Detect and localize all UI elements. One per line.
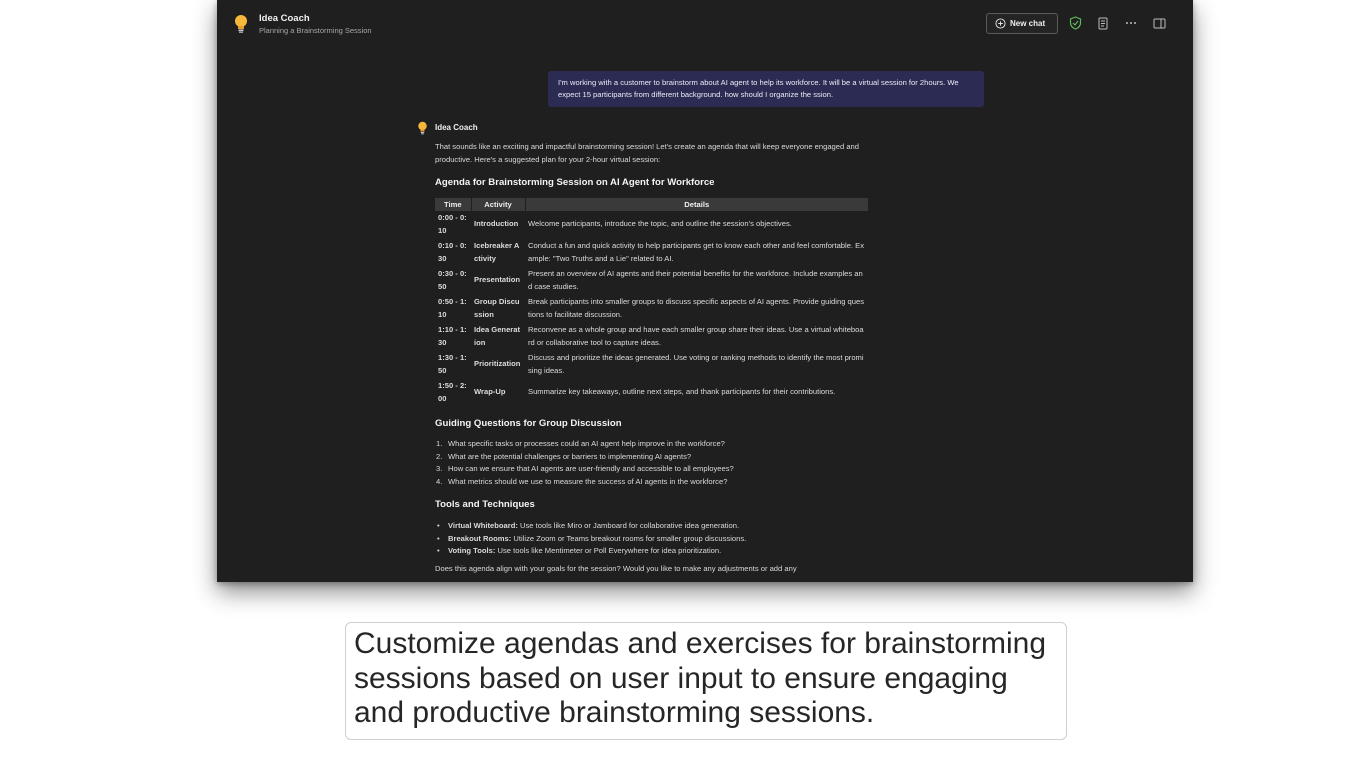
chat-plus-icon (995, 18, 1006, 29)
details-cell: Welcome participants, introduce the topic, and outline the session's objectives. (528, 219, 792, 229)
tool-label: Virtual Whiteboard: (448, 521, 518, 530)
lightbulb-icon (233, 14, 249, 34)
details-cell: Summarize key takeaways, outline next steps, and thank participants for their contributions. (528, 387, 836, 397)
list-number: 3. (436, 464, 443, 473)
list-item (435, 533, 875, 546)
agenda-table (435, 198, 869, 407)
time-cell: 0:00 - 0:10 (438, 213, 467, 235)
activity-cell: Introduction (474, 219, 519, 229)
details-cell: Discuss and prioritize the ideas generated. Use voting or ranking methods to identify the most promising ideas. (528, 353, 864, 375)
list-item (435, 545, 875, 558)
bot-response (435, 141, 875, 575)
activity-cell: Group Discussion (474, 297, 520, 319)
column-header-time: Time (435, 198, 471, 211)
table-row (435, 323, 869, 351)
more-options-button[interactable] (1123, 15, 1139, 31)
activity-cell: Icebreaker Activity (474, 241, 520, 263)
shield-check-icon (1069, 16, 1082, 30)
list-item (435, 451, 875, 464)
new-chat-label: New chat (1010, 19, 1046, 28)
question-text: What are the potential challenges or barriers to implementing AI agents? (448, 451, 692, 461)
lightbulb-icon (417, 121, 428, 135)
list-item (435, 463, 875, 476)
questions-heading: Guiding Questions for Group Discussion (435, 418, 622, 429)
bot-intro: That sounds like an exciting and impactful brainstorming session! Let's create an agenda that will keep everyone engaged and productive. Here's a suggested plan for your 2-hour virtual session: (435, 142, 860, 164)
table-row (435, 351, 869, 379)
table-header-row (435, 198, 869, 211)
questions-list (435, 438, 875, 488)
tools-list (435, 520, 875, 558)
activity-cell: Wrap-Up (474, 387, 506, 397)
details-cell: Conduct a fun and quick activity to help participants get to know each other and feel comfortable. Example: "Two Truths and a Lie" related to AI. (528, 241, 865, 263)
tool-text: Use tools like Mentimeter or Poll Everywhere for idea prioritization. (497, 546, 722, 555)
details-cell: Present an overview of AI agents and their potential benefits for the workforce. Include examples and case studies. (528, 269, 863, 291)
tool-text: Use tools like Miro or Jamboard for collaborative idea generation. (520, 521, 740, 530)
list-item (435, 520, 875, 533)
tool-label: Breakout Rooms: (448, 533, 512, 543)
list-number: 4. (436, 476, 443, 486)
table-row (435, 267, 869, 295)
activity-cell: Prioritization (474, 359, 521, 369)
bot-name: Idea Coach (435, 123, 478, 132)
side-panel-button[interactable] (1151, 15, 1167, 31)
tools-heading: Tools and Techniques (435, 499, 535, 510)
table-row (435, 379, 869, 407)
list-item (435, 438, 875, 451)
caption-box: Customize agendas and exercises for brainstorming sessions based on user input to ensure engaging and productive brainstorming sessions. (345, 622, 1067, 740)
closing-text: Does this agenda align with your goals for the session? Would you like to make any adjustments or add any (435, 563, 797, 573)
question-text: What specific tasks or processes could an AI agent help improve in the workforce? (448, 439, 725, 448)
time-cell: 0:50 - 1:10 (438, 297, 467, 319)
time-cell: 1:50 - 2:00 (438, 381, 467, 403)
table-row (435, 295, 869, 323)
time-cell: 1:10 - 1:30 (438, 325, 467, 347)
notes-button[interactable] (1095, 15, 1111, 31)
column-header-details: Details (525, 198, 869, 211)
question-text: How can we ensure that AI agents are user-friendly and accessible to all employees? (448, 464, 734, 473)
shield-button[interactable] (1067, 15, 1083, 31)
agenda-heading: Agenda for Brainstorming Session on AI Agent for Workforce (435, 177, 715, 188)
notes-icon (1097, 17, 1109, 30)
time-cell: 0:10 - 0:30 (438, 241, 467, 263)
sidepanel-icon (1153, 18, 1166, 29)
list-number: 2. (436, 451, 443, 461)
more-icon (1125, 21, 1137, 25)
details-cell: Reconvene as a whole group and have each smaller group share their ideas. Use a virtual whiteboard or collaborative tool to capture ideas. (528, 325, 864, 347)
details-cell: Break participants into smaller groups to discuss specific aspects of AI agents. Provide guiding questions to facilitate discussion. (528, 297, 864, 319)
question-text: What metrics should we use to measure the success of AI agents in the workforce? (448, 476, 728, 486)
time-cell: 1:30 - 1:50 (438, 353, 467, 375)
conversation-subtitle: Planning a Brainstorming Session (259, 26, 372, 35)
new-chat-button[interactable] (986, 13, 1058, 34)
time-cell: 0:30 - 0:50 (438, 269, 467, 291)
tool-text: Utilize Zoom or Teams breakout rooms for smaller group discussions. (513, 533, 747, 543)
app-title: Idea Coach (259, 13, 310, 24)
user-message: I'm working with a customer to brainstorm about AI agent to help its workforce. It will be a virtual session for 2hours. We expect 15 participants from different background. how should I organize the ssion. (548, 71, 984, 107)
activity-cell: Idea Generation (474, 325, 521, 347)
chat-window (217, 0, 1193, 582)
list-number: 1. (436, 439, 443, 448)
table-row (435, 211, 869, 239)
table-row (435, 239, 869, 267)
column-header-activity: Activity (471, 198, 525, 211)
list-item (435, 476, 875, 489)
tool-label: Voting Tools: (448, 546, 496, 555)
activity-cell: Presentation (474, 275, 520, 285)
